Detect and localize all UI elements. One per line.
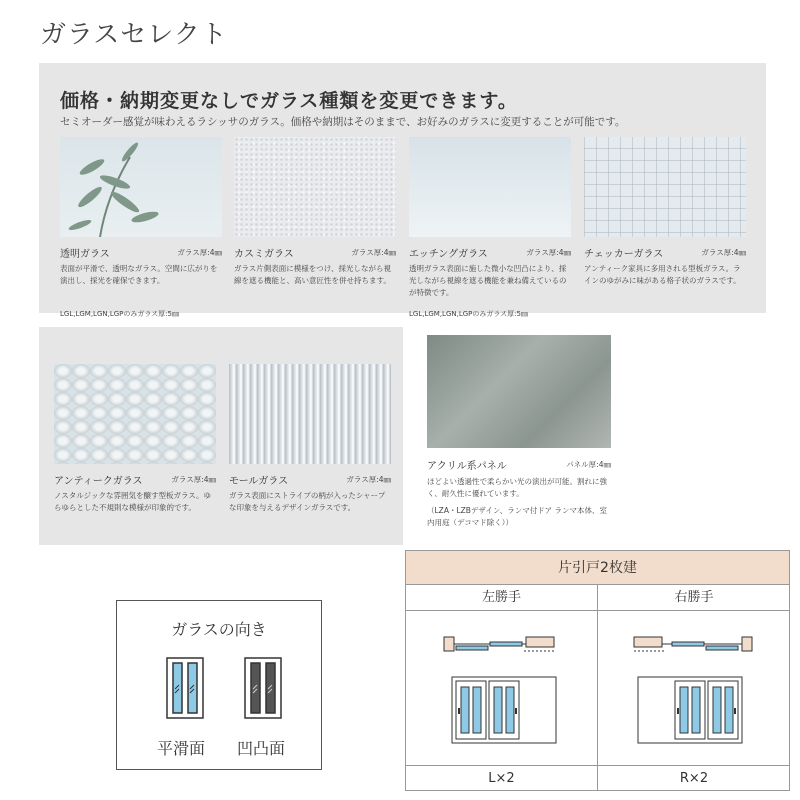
glass-card-acrylic[interactable]: [427, 335, 611, 527]
left-hand-door-diagram: [406, 611, 598, 765]
glass-name: アクリル系パネル: [427, 461, 507, 472]
plan-view: [444, 637, 554, 651]
glass-name: 透明ガラス: [60, 249, 110, 260]
glass-description: ほどよい透過性で柔らかい光の演出が可能。割れに強く、耐久性に優れています。: [427, 477, 607, 498]
glass-card-kasumi[interactable]: [234, 137, 396, 285]
glass-thickness: ガラス厚:4㎜: [701, 248, 746, 257]
glass-thickness: ガラス厚:4㎜: [351, 248, 396, 257]
glass-description: 表面が平滑で、透明なガラス。空間に広がりを演出し、採光を確保できます。: [60, 264, 218, 285]
table-header: 片引戸2枚建: [406, 551, 789, 585]
plan-view: [634, 637, 752, 651]
left-hand-column: [406, 585, 598, 791]
glass-thickness: ガラス厚:4㎜: [171, 475, 216, 484]
glass-note: （LZA・LZBデザイン、ランマ付ドア ランマ本体、室内用庭（デコマド除く））: [427, 506, 607, 527]
glass-description: 透明ガラス表面に施した微小な凹凸により、採光しながら視線を遮る機能を兼ね備えているのが特徴です。: [409, 264, 567, 297]
right-hand-code: R×2: [598, 765, 790, 791]
glass-note: LGL,LGM,LGN,LGPのみガラス厚:5㎜: [409, 310, 528, 318]
glass-description: ガラス片側表面に模様をつけ、採光しながら視線を遮る機能と、高い意匠性を併せ持ちます。: [234, 264, 391, 285]
elevation-view: [452, 677, 556, 743]
door-direction-icons: [117, 601, 323, 771]
glass-description: アンティーク家具に多用される型板ガラス。ラインのゆがみに味がある格子状のガラスです。: [584, 264, 741, 285]
glass-thickness: パネル厚:4㎜: [566, 460, 611, 469]
glass-card-antique[interactable]: [54, 364, 216, 512]
smooth-door-icon: [167, 658, 203, 718]
checker-glass-swatch: [584, 137, 746, 237]
glass-direction-title: ガラスの向き: [171, 620, 267, 639]
panel-headline: 価格・納期変更なしでガラス種類を変更できます。: [60, 90, 518, 112]
glass-name: アンティークガラス: [54, 476, 143, 487]
glass-name: モールガラス: [229, 476, 289, 487]
page-title: ガラスセレクト: [40, 20, 228, 50]
glass-card-clear[interactable]: [60, 137, 222, 318]
textured-door-icon: [245, 658, 281, 718]
glass-name: カスミガラス: [234, 249, 294, 260]
kasumi-glass-swatch: [234, 137, 396, 237]
left-hand-label: 左勝手: [406, 585, 597, 611]
door-config-table: [405, 550, 790, 791]
right-hand-door-diagram: [598, 611, 790, 765]
glass-name: エッチングガラス: [409, 249, 488, 260]
glass-card-etching[interactable]: [409, 137, 571, 318]
panel-lead: セミオーダー感覚が味わえるラシッサのガラス。価格や納期はそのままで、お好みのガラスに変更することが可能です。: [60, 116, 626, 128]
glass-name: チェッカーガラス: [584, 249, 664, 260]
glass-note: LGL,LGM,LGN,LGPのみガラス厚:5㎜: [60, 310, 179, 318]
antique-glass-swatch: [54, 364, 216, 464]
glass-description: ガラス表面にストライプの柄が入ったシャープな印象を与えるデザインガラスです。: [229, 491, 386, 512]
glass-thickness: ガラス厚:4㎜: [346, 475, 391, 484]
right-hand-column: [598, 585, 790, 791]
textured-surface-label: 凹凸面: [237, 739, 286, 758]
smooth-surface-label: 平滑面: [157, 739, 206, 758]
glass-thickness: ガラス厚:4㎜: [177, 248, 222, 257]
glass-thickness: ガラス厚:4㎜: [526, 248, 571, 257]
elevation-view: [638, 677, 742, 743]
clear-glass-swatch: [60, 137, 222, 237]
glass-direction-box: [116, 600, 322, 770]
glass-description: ノスタルジックな雰囲気を醸す型板ガラス。ゆらゆらとした不規則な模様が印象的です。: [54, 491, 212, 512]
leaf-decoration-image: [60, 137, 222, 237]
right-hand-label: 右勝手: [598, 585, 790, 611]
glass-card-checker[interactable]: [584, 137, 746, 285]
glass-card-moru[interactable]: [229, 364, 391, 512]
left-hand-code: L×2: [406, 765, 597, 791]
etching-glass-swatch: [409, 137, 571, 237]
moru-glass-swatch: [229, 364, 391, 464]
acrylic-panel-swatch: [427, 335, 611, 448]
